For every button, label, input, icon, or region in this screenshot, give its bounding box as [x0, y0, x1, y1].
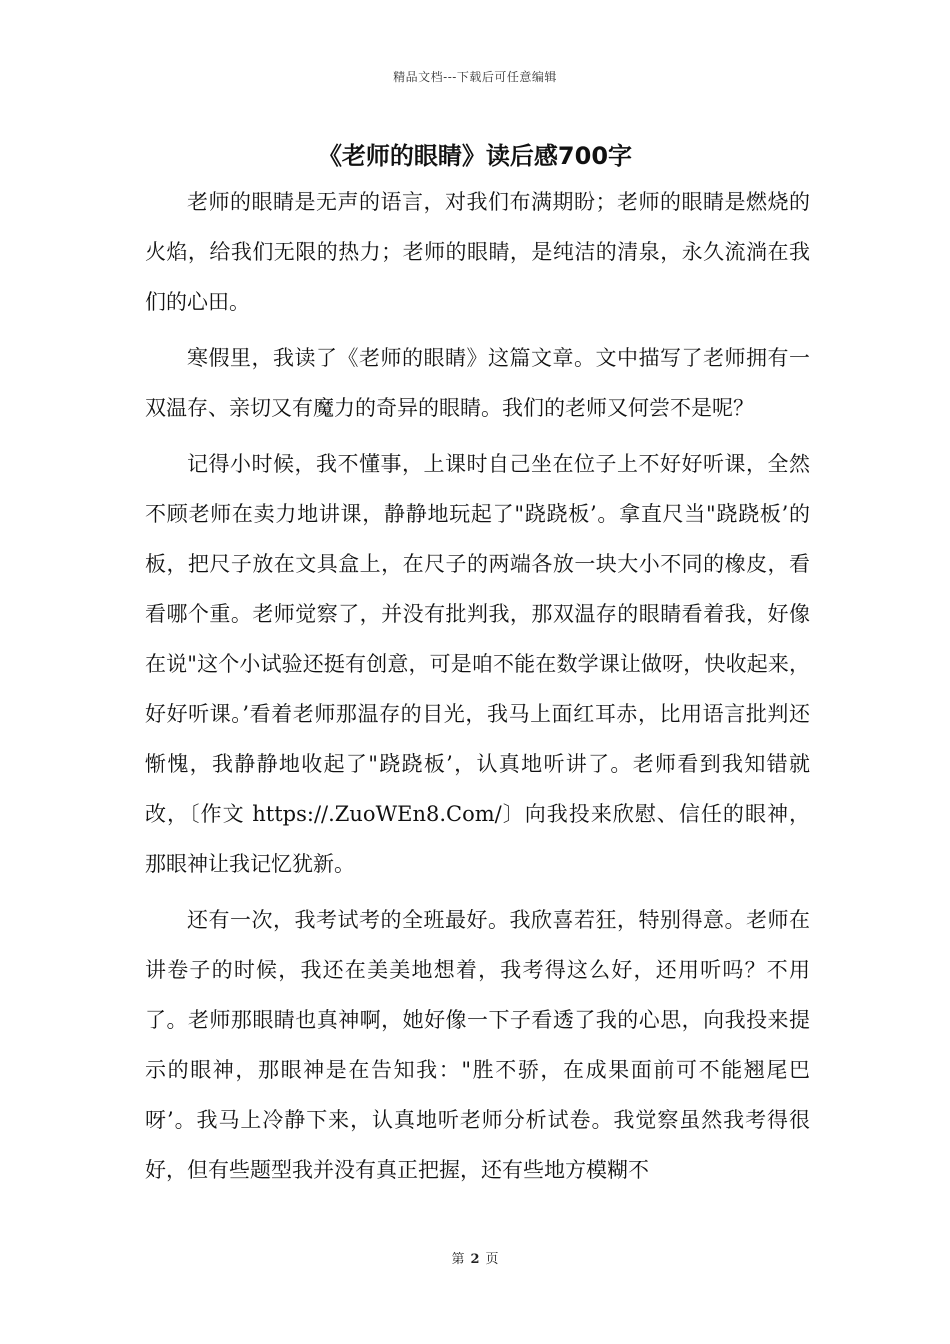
page-footer: [0, 1248, 950, 1267]
page-label-suffix: 页: [485, 1252, 499, 1267]
paragraph: 还有一次，我考试考的全班最好。我欣喜若狂，特别得意。老师在讲卷子的时候，我还在美美地想着，我考得这么好，还用听吗？不用了。老师那眼睛也真神啊，她好像一下子看透了我的心思，向我投来提示的眼神，那眼神是在告知我："胜不骄，在成果面前可不能翘尾巴呀’。我马上冷静下来，认真地听老师分析试卷。我觉察虽然我考得很好，但有些题型我并没有真正把握，还有些地方模糊不: [145, 908, 810, 1182]
paragraph: 老师的眼睛是无声的语言，对我们布满期盼；老师的眼睛是燃烧的火焰，给我们无限的热力；老师的眼睛，是纯洁的清泉，永久流淌在我们的心田。: [145, 190, 810, 314]
page-label-prefix: 第: [451, 1252, 465, 1267]
document-title: 《老师的眼睛》读后感700字: [317, 142, 633, 170]
page-number: 2: [470, 1252, 480, 1267]
document-body: [145, 177, 810, 1201]
paragraph: 记得小时候，我不懂事，上课时自己坐在位子上不好好听课，全然不顾老师在卖力地讲课，静静地玩起了"跷跷板’。拿直尺当"跷跷板’的板，把尺子放在文具盒上，在尺子的两端各放一块大小不同的橡皮，看看哪个重。老师觉察了，并没有批判我，那双温存的眼睛看着我，好像在说"这个小试验还挺有创意，可是咱不能在数学课让做呀，快收起来，好好听课。’看着老师那温存的目光，我马上面红耳赤，比用语言批判还惭愧，我静静地收起了"跷跷板’，认真地听讲了。老师看到我知错就改，〔作文 https://.ZuoWEn8.Com/〕向我投来欣慰、信任的眼神，那眼神让我记忆犹新。: [145, 452, 810, 876]
paragraph: 寒假里，我读了《老师的眼睛》这篇文章。文中描写了老师拥有一双温存、亲切又有魔力的奇异的眼睛。我们的老师又何尝不是呢？: [145, 346, 810, 420]
header-note: 精品文档---下载后可任意编辑: [393, 70, 557, 84]
